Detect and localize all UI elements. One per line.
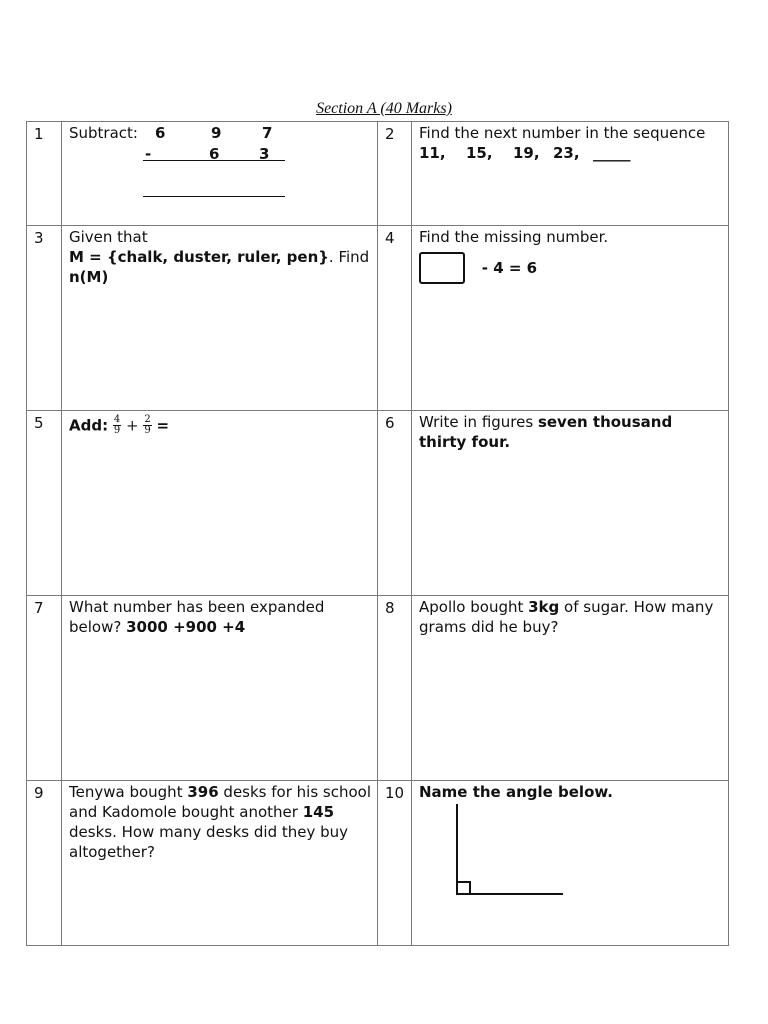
- sequence-term: 19,: [513, 144, 540, 162]
- question-text: desks for his school and Kadomole bought another: [69, 783, 371, 821]
- right-angle-marker: [457, 882, 470, 894]
- sequence-term: 23,: [553, 144, 580, 162]
- question-number: 9: [27, 781, 62, 946]
- questions-table: [26, 121, 729, 946]
- equals-sign: =: [156, 416, 170, 435]
- denominator: 9: [144, 425, 151, 436]
- subtraction-problem: [69, 123, 371, 218]
- numerator: 4: [113, 414, 121, 425]
- digit: 7: [262, 124, 273, 142]
- quantity: 3kg: [528, 598, 560, 616]
- question-text: [69, 247, 371, 267]
- question-8: [412, 596, 729, 781]
- digit: 3: [259, 145, 270, 163]
- question-text: of sugar. How many grams did he buy?: [419, 598, 714, 636]
- number-in-words: seven thousand thirty four.: [419, 413, 673, 451]
- plus-sign: +: [126, 416, 139, 435]
- question-5: [62, 411, 378, 596]
- table-row: [27, 226, 729, 411]
- sequence-term: 11,: [419, 144, 446, 162]
- question-4: [412, 226, 729, 411]
- add-label: Add:: [69, 416, 109, 435]
- numerator: 2: [144, 414, 151, 425]
- answer-blank: _____: [593, 144, 631, 162]
- section-title: Section A (40 Marks): [316, 100, 452, 117]
- fraction: [113, 415, 121, 436]
- question-text: What number has been expanded below?: [69, 598, 325, 636]
- question-text: Apollo bought: [419, 598, 529, 616]
- question-text: [69, 267, 371, 287]
- digit: 6: [209, 145, 220, 163]
- minus-sign: -: [145, 145, 152, 163]
- equation-text: - 4 = 6: [481, 259, 538, 277]
- digit: 9: [211, 124, 222, 142]
- digit: 6: [155, 124, 166, 142]
- question-text: Find the next number in the sequence: [419, 124, 706, 142]
- question-number: 4: [378, 226, 412, 411]
- fraction: [143, 415, 151, 436]
- question-number: 2: [378, 122, 412, 226]
- question-number: 3: [27, 226, 62, 411]
- question-number: 1: [27, 122, 62, 226]
- table-row: [27, 411, 729, 596]
- text-fragment: . Find: [328, 248, 370, 266]
- question-10: [412, 781, 729, 946]
- set-notation: n(M): [69, 268, 109, 286]
- denominator: 9: [113, 425, 121, 436]
- right-angle-diagram: [443, 802, 583, 898]
- question-6: [412, 411, 729, 596]
- equation: [419, 252, 722, 284]
- fraction-expression: [69, 415, 371, 436]
- set-definition: M = {chalk, duster, ruler, pen}: [69, 248, 329, 266]
- expanded-form: 3000 +900 +4: [126, 618, 246, 636]
- question-number: 6: [378, 411, 412, 596]
- question-number: 8: [378, 596, 412, 781]
- table-row: [27, 781, 729, 946]
- subtract-label: Subtract:: [69, 124, 138, 142]
- question-2: [412, 122, 729, 226]
- sequence-term: 15,: [466, 144, 493, 162]
- question-3: [62, 226, 378, 411]
- answer-line: [143, 196, 285, 197]
- question-1: [62, 122, 378, 226]
- question-9: [62, 781, 378, 946]
- question-7: [62, 596, 378, 781]
- table-row: [27, 122, 729, 226]
- question-text: Given that: [69, 228, 148, 246]
- question-number: 10: [378, 781, 412, 946]
- question-number: 7: [27, 596, 62, 781]
- question-number: 5: [27, 411, 62, 596]
- answer-box: [419, 252, 465, 284]
- quantity: 396: [187, 783, 219, 801]
- question-text: Name the angle below.: [419, 783, 613, 801]
- question-text: Find the missing number.: [419, 228, 609, 246]
- table-row: [27, 596, 729, 781]
- question-text: Write in figures: [419, 413, 538, 431]
- question-text: Tenywa bought: [69, 783, 188, 801]
- question-text: desks. How many desks did they buy altogether?: [69, 823, 349, 861]
- quantity: 145: [302, 803, 335, 821]
- sequence: [419, 143, 722, 163]
